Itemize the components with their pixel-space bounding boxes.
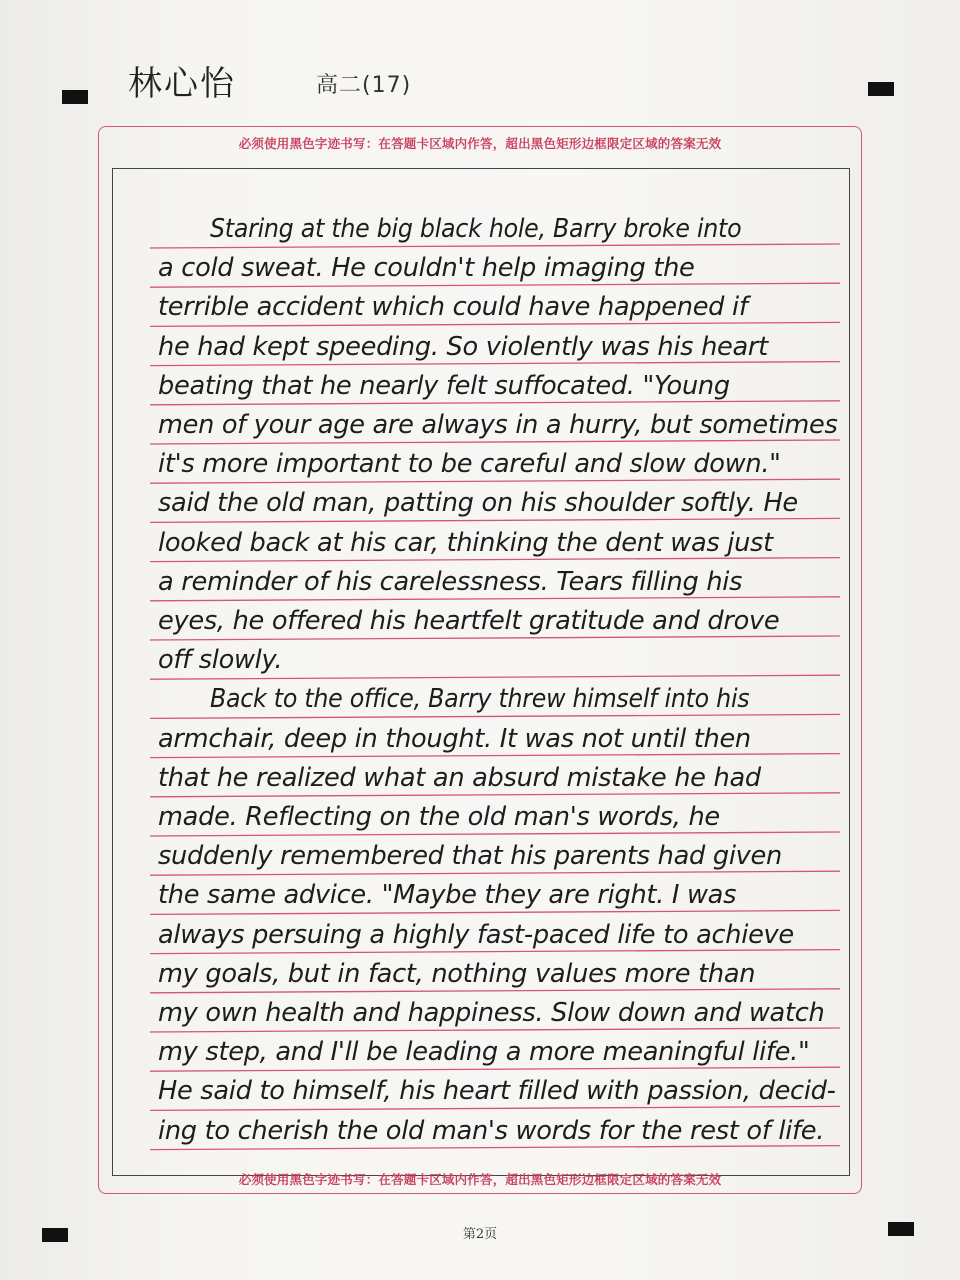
essay-line: a reminder of his carelessness. Tears filling his [158, 566, 743, 597]
essay-line: men of your age are always in a hurry, but sometimes [158, 410, 838, 440]
essay-line: beating that he nearly felt suffocated. "Young [158, 370, 730, 401]
essay-line: the same advice. "Maybe they are right. I was [158, 880, 737, 911]
class-label: 高二(17) [316, 73, 412, 98]
essay-line: armchair, deep in thought. It was not until then [158, 723, 751, 754]
essay-line: He said to himself, his heart filled with passion, decid- [158, 1076, 836, 1107]
essay-line: terrible accident which could have happened if [158, 292, 748, 323]
essay-line: that he realized what an absurd mistake he had [158, 762, 761, 793]
essay-line: said the old man, patting on his shoulder softly. He [158, 488, 798, 519]
essay-line: it's more important to be careful and slow down." [158, 449, 781, 480]
essay-line: eyes, he offered his heartfelt gratitude and drove [158, 606, 780, 636]
essay-line: always persuing a highly fast-paced life to achieve [158, 919, 794, 950]
essay-line: ing to cherish the old man's words for the rest of life. [158, 1115, 825, 1146]
essay-line: Staring at the big black hole, Barry broke into [210, 214, 742, 244]
essay-line: off slowly. [158, 645, 283, 676]
essay-line: my own health and happiness. Slow down and watch [158, 998, 825, 1028]
page-number: 第2页 [462, 1227, 498, 1242]
essay-line: Back to the office, Barry threw himself into his [210, 684, 750, 715]
essay-line: a cold sweat. He couldn't help imaging the [158, 253, 695, 284]
notice-top: 必须使用黑色字迹书写：在答题卡区域内作答，超出黑色矩形边框限定区域的答案无效 [238, 136, 722, 151]
essay-line: made. Reflecting on the old man's words, he [158, 802, 720, 832]
student-name: 林心怡 [128, 64, 236, 104]
essay-line: my step, and I'll be leading a more meaningful life." [158, 1037, 810, 1068]
notice-bottom: 必须使用黑色字迹书写：在答题卡区域内作答，超出黑色矩形边框限定区域的答案无效 [238, 1172, 722, 1187]
essay-line: suddenly remembered that his parents had given [158, 841, 782, 872]
essay-line: looked back at his car, thinking the dent was just [158, 527, 773, 558]
essay-line: he had kept speeding. So violently was his heart [158, 331, 768, 362]
essay-line: my goals, but in fact, nothing values more than [158, 958, 756, 989]
